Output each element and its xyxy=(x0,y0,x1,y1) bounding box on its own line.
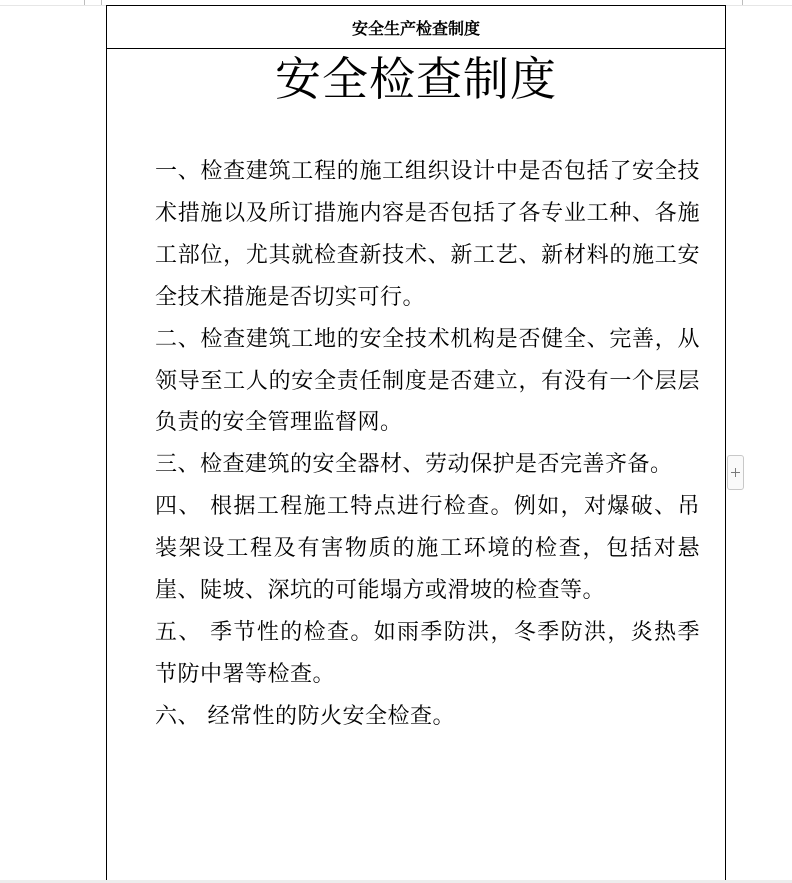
add-button[interactable] xyxy=(727,455,744,490)
plus-icon xyxy=(731,468,740,477)
paragraph-1: 一、检查建筑工程的施工组织设计中是否包括了安全技术措施以及所订措施内容是否包括了各专业工种、各施工部位，尤其就检查新技术、新工艺、新材料的施工安全技术措施是否切实可行。 xyxy=(155,159,700,310)
paragraph-3: 三、检查建筑的安全器材、劳动保护是否完善齐备。 xyxy=(155,452,673,478)
document-body xyxy=(155,151,700,738)
document-title: 安全检查制度 xyxy=(275,52,557,106)
paragraph-6: 六、 经常性的防火安全检查。 xyxy=(155,703,455,729)
paragraph-4: 四、 根据工程施工特点进行检查。例如，对爆破、吊装架设工程及有害物质的施工环境的检查，包括对悬崖、陡坡、深坑的可能塌方或滑坡的检查等。 xyxy=(155,494,700,604)
paragraph-2: 二、检查建筑工地的安全技术机构是否健全、完善，从领导至工人的安全责任制度是否建立，有没有一个层层负责的安全管理监督网。 xyxy=(155,326,700,436)
page-header xyxy=(106,5,726,49)
ruler-marker xyxy=(84,0,102,5)
header-text: 安全生产检查制度 xyxy=(351,18,480,38)
ruler-marker-right xyxy=(742,0,743,5)
paragraph-5: 五、 季节性的检查。如雨季防洪，冬季防洪，炎热季节防中署等检查。 xyxy=(155,619,700,687)
